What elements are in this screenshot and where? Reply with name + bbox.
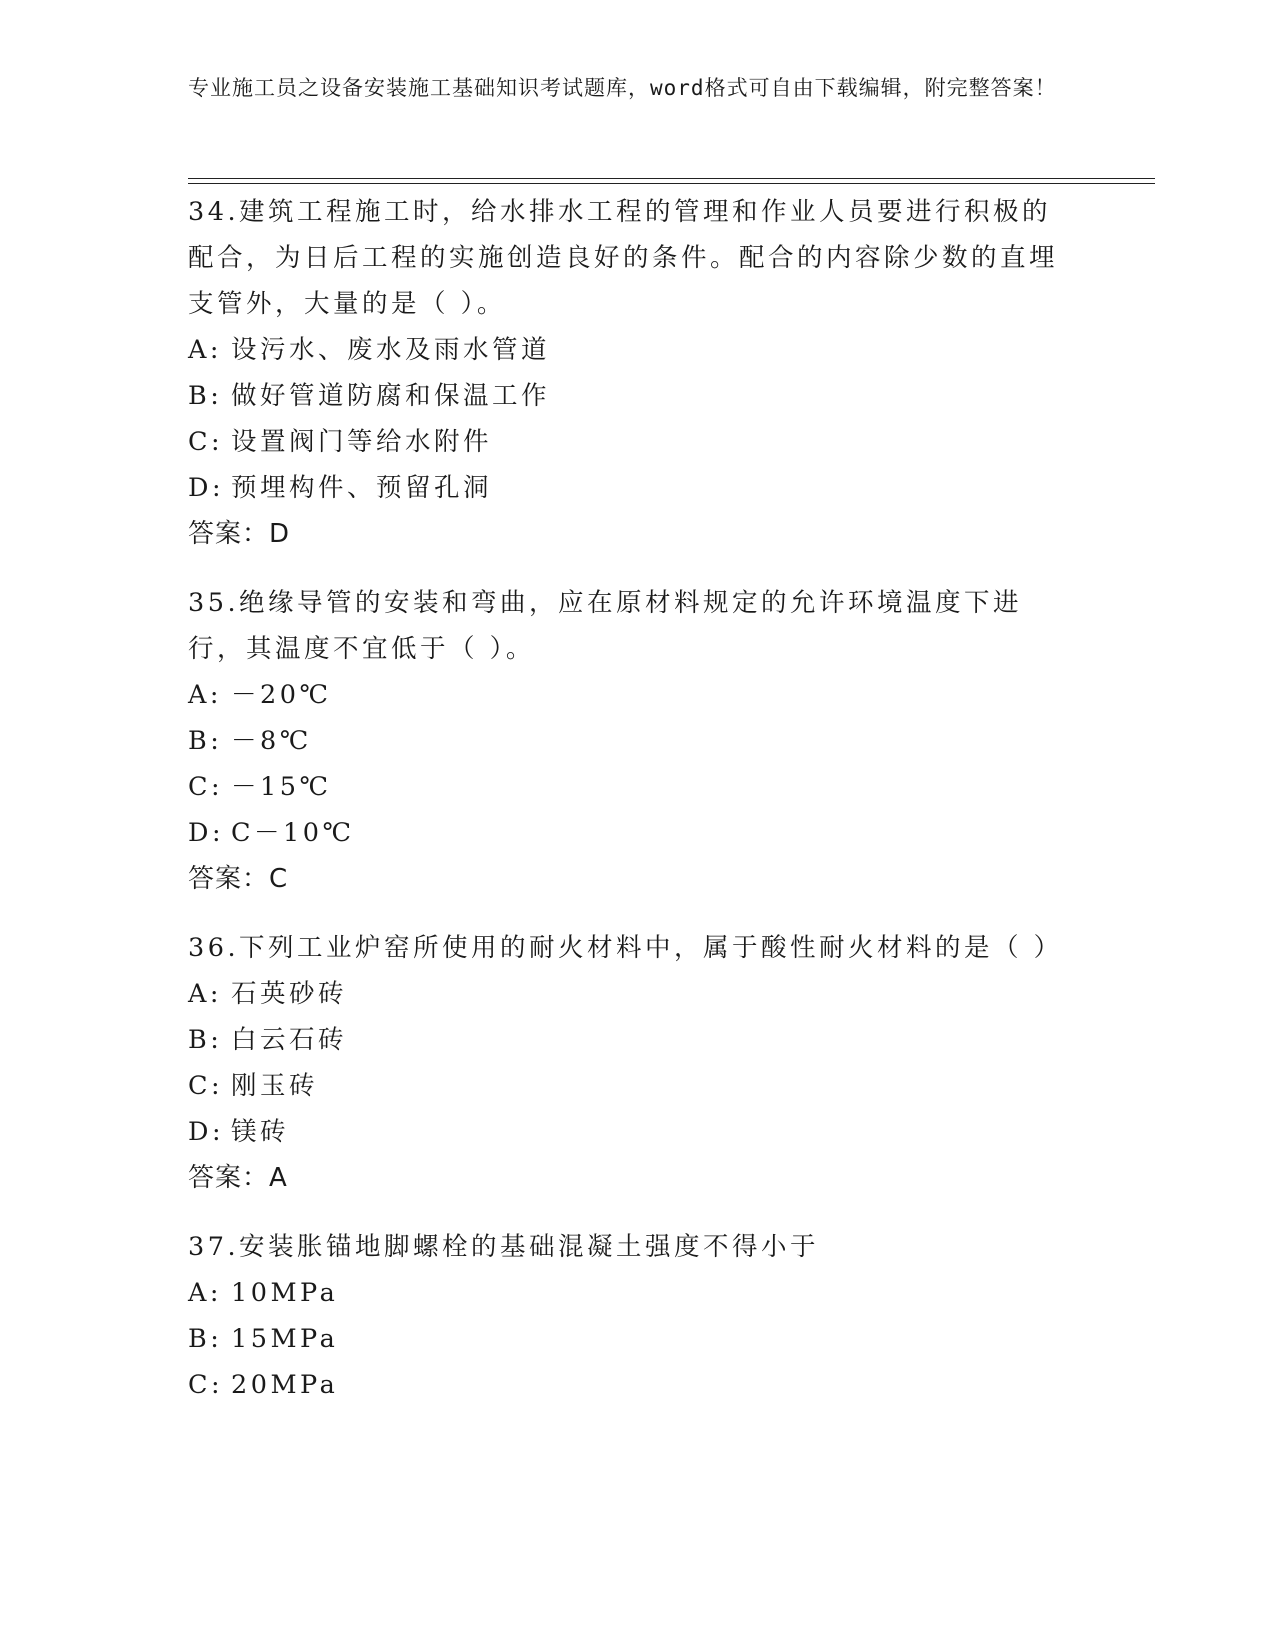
option-b	[188, 718, 1088, 764]
option-key: C:	[188, 1071, 224, 1101]
option-key: D:	[188, 818, 225, 848]
option-text: 白云石砖	[231, 1025, 348, 1055]
option-b	[188, 1017, 1088, 1063]
option-text: 设污水、废水及雨水管道	[231, 335, 551, 365]
option-text: 做好管道防腐和保温工作	[231, 381, 551, 411]
page-header: 专业施工员之设备安装施工基础知识考试题库，word格式可自由下载编辑，附完整答案！	[188, 76, 1057, 100]
question-list	[188, 189, 1088, 1431]
option-key: B:	[188, 381, 223, 411]
option-d	[188, 1109, 1088, 1155]
option-key: C:	[188, 772, 224, 802]
question-stem: 35.绝缘导管的安装和弯曲，应在原材料规定的允许环境温度下进行，其温度不宜低于（ ）。	[188, 588, 1023, 664]
option-key: A:	[188, 335, 223, 365]
option-text: 刚玉砖	[231, 1071, 319, 1101]
answer-line: 答案：D	[188, 519, 291, 549]
option-text: 镁砖	[231, 1117, 290, 1147]
option-text: 15MPa	[231, 1324, 339, 1354]
option-key: C:	[188, 427, 224, 457]
option-d	[188, 810, 1088, 856]
question-37	[188, 1224, 1088, 1408]
option-text: －20℃	[231, 680, 332, 710]
option-key: A:	[188, 680, 223, 710]
option-a	[188, 971, 1088, 1017]
option-key: C:	[188, 1370, 224, 1400]
option-b	[188, 1316, 1088, 1362]
option-a	[188, 1270, 1088, 1316]
option-key: B:	[188, 1324, 223, 1354]
option-text: C－10℃	[231, 818, 355, 848]
option-text: －15℃	[231, 772, 332, 802]
option-b	[188, 373, 1088, 419]
question-stem: 36.下列工业炉窑所使用的耐火材料中，属于酸性耐火材料的是（ ）	[188, 933, 1063, 963]
question-stem: 34.建筑工程施工时，给水排水工程的管理和作业人员要进行积极的配合，为日后工程的实施创造良好的条件。配合的内容除少数的直埋支管外，大量的是（ ）。	[188, 197, 1059, 319]
option-text: 设置阀门等给水附件	[231, 427, 493, 457]
option-key: D:	[188, 1117, 225, 1147]
header-divider-bottom	[188, 183, 1155, 184]
question-35	[188, 580, 1088, 902]
header-divider-top	[188, 178, 1155, 179]
option-text: 10MPa	[231, 1278, 339, 1308]
option-d	[188, 465, 1088, 511]
option-key: A:	[188, 979, 223, 1009]
option-key: D:	[188, 473, 225, 503]
answer-line: 答案：A	[188, 1163, 288, 1193]
question-36	[188, 925, 1088, 1201]
answer-line: 答案：C	[188, 864, 289, 894]
option-key: B:	[188, 1025, 223, 1055]
option-a	[188, 672, 1088, 718]
option-text: 预埋构件、预留孔洞	[231, 473, 493, 503]
option-a	[188, 327, 1088, 373]
option-c	[188, 1063, 1088, 1109]
option-text: 20MPa	[231, 1370, 339, 1400]
option-text: －8℃	[231, 726, 312, 756]
question-34	[188, 189, 1088, 557]
option-text: 石英砂砖	[231, 979, 348, 1009]
option-c	[188, 764, 1088, 810]
option-c	[188, 419, 1088, 465]
option-key: A:	[188, 1278, 223, 1308]
question-stem: 37.安装胀锚地脚螺栓的基础混凝土强度不得小于	[188, 1232, 820, 1262]
option-key: B:	[188, 726, 223, 756]
option-c	[188, 1362, 1088, 1408]
